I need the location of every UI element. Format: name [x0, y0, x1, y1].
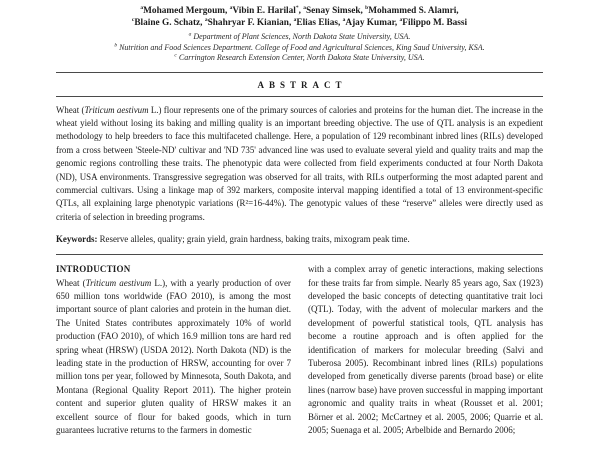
- divider-keywords: [56, 254, 543, 255]
- left-column: [56, 263, 291, 437]
- keywords-line: Keywords: Reserve alleles, quality; grain yield, grain hardness, baking traits, mixogram peak time.: [56, 234, 410, 245]
- affiliation-line-b: $^b$ Nutrition and Food Sciences Department. College of Food and Agricultural Sciences, King Saud University, KSA.: [114, 41, 485, 52]
- right-column-paragraph: with a complex array of genetic interactions, making selections for these traits far from simple. Nearly 85 years ago, Sax (1923) developed the basic concepts of detecting quantitative trait loci (QTL). Today, with the advent of molecular markers and the development of powerful statistical tools, QTL analysis has become a routine approach and is often applied for the identification of markers for molecular breeding (Salvi and Tuberosa 2005). Recombinant inbred lines (RILs) populations developed from genetically diverse parents (broad base) or elite lines (narrow base) have proven successful in mapping important agronomic and quality traits in wheat (Rousset et al. 2001; Börner et al. 2002; McCartney et al. 2005, 2006; Quarrie et al. 2005; Suenaga et al. 2005; Arbelbide and Bernardo 2006;: [308, 264, 543, 436]
- authors-line-2: $^c$Blaine G. Schatz, $^a$Shahryar F. Kianian, $^a$Elias Elias, $^a$Ajay Kumar, $^a$Filippo M. Bassi: [131, 16, 468, 28]
- affiliation-list: [56, 32, 543, 64]
- authors-line-1: $^a$Mohamed Mergoum, $^a$Vibin E. Harilal*, $^a$Senay Simsek, $^b$Mohammed S. Alamri,: [140, 4, 459, 16]
- abstract-paragraph: Wheat (Triticum aestivum L.) flour represents one of the primary sources of calories and proteins for the human diet. The increase in the wheat yield without losing its baking and milling quality is an important breeding objective. The use of QTL analysis is an expedient methodology to help breeders to face this multifaceted challenge. Here, a population of 129 recombinant inbred lines (RILs) developed from a cross between 'Steele-ND' cultivar and 'ND 735' advanced line was used to evaluate several yield and quality traits and map the genomic regions controlling these traits. The phenotypic data were collected from field experiments conducted at four North Dakota (ND), USA environments. Transgressive segregation was observed for all traits, with RILs outperforming the most adapted parent and commercial cultivars. Using a linkage map of 392 markers, composite interval mapping identified a total of 13 environment-specific QTLs, all explaining large phenotypic variations (R²=16-44%). The genotypic values of these “reserve” alleles were directly used as criteria of selection in breeding programs.: [56, 104, 543, 222]
- divider-abstract: [56, 96, 543, 97]
- author-list: [56, 6, 543, 29]
- abstract-heading: ABSTRACT: [257, 79, 347, 90]
- paper-page: [56, 6, 543, 437]
- affiliation-line-c: $^c$ Carrington Research Extension Center, North Dakota State University, USA.: [174, 52, 425, 62]
- two-column-body: [56, 263, 543, 437]
- introduction-paragraph: Wheat (Triticum aestivum L.), with a yearly production of over 650 million tons worldwide (FAO 2010), is among the most important source of plant calories and protein in the human diet. The United States contributes approximately 10% of world production (FAO 2010), of which 16.9 million tons are hard red spring wheat (HRSW) (USDA 2012). North Dakota (ND) is the leading state in the production of HRSW, accounting for over 7 million tons per year, followed by Minnesota, South Dakota, and Montana (Regional Quality Report 2011). The higher protein content and superior gluten quality of HRSW makes it an excellent source of flour for baked goods, which in turn guarantees lucrative returns to the farmers in domestic: [56, 277, 292, 436]
- affiliation-line-a: $^a$ Department of Plant Sciences, North Dakota State University, USA.: [188, 31, 411, 41]
- introduction-heading: INTRODUCTION: [56, 264, 131, 275]
- right-column: [308, 263, 543, 437]
